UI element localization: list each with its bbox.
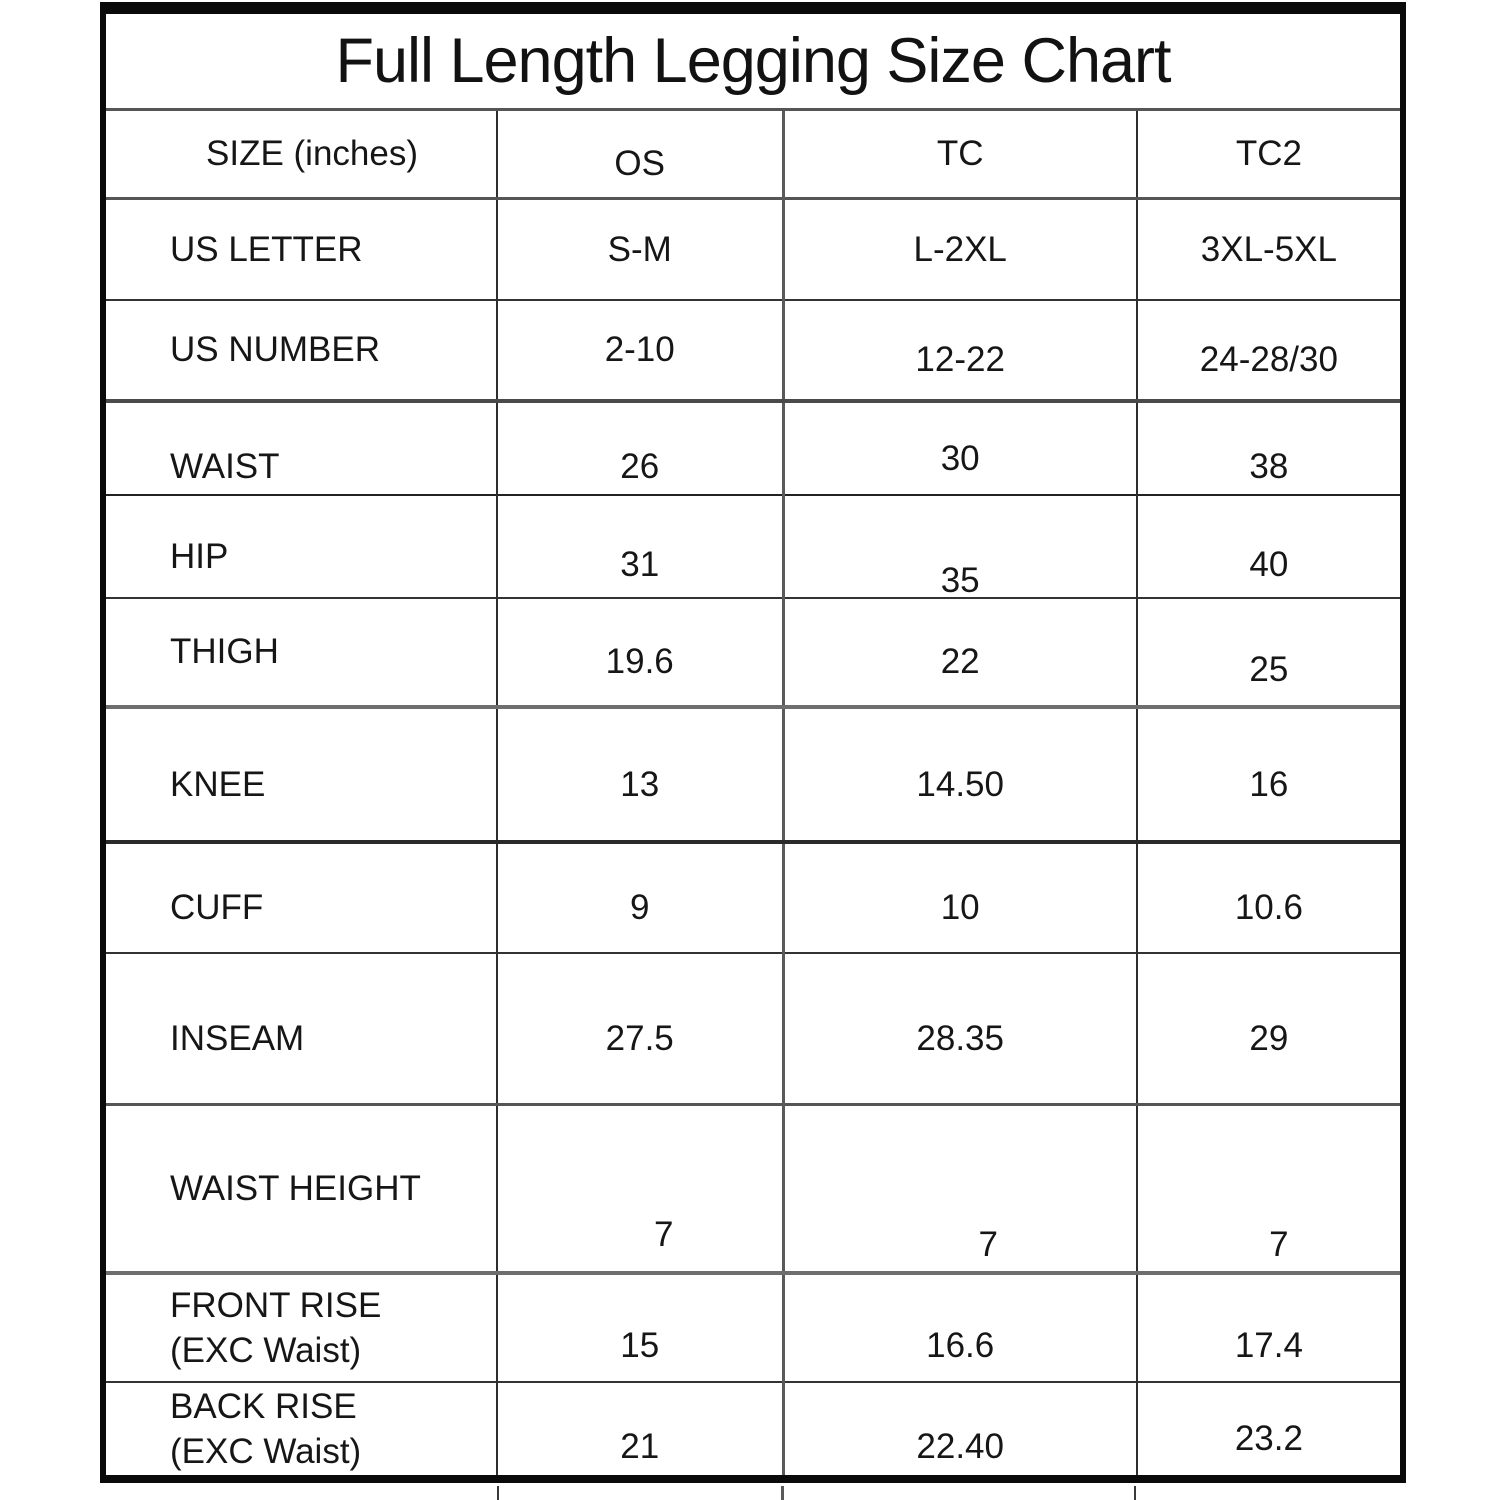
cell-us-number-os <box>497 300 783 401</box>
row-label-front-rise <box>103 1273 497 1382</box>
col-header-os-text: OS <box>614 144 665 183</box>
row-back-rise <box>103 1382 1403 1479</box>
cell-waist-height-tc-text: 7 <box>978 1224 998 1264</box>
corner-size-label-text: SIZE (inches) <box>206 134 418 173</box>
cell-thigh-tc2-text: 25 <box>1249 650 1289 689</box>
cell-inseam-tc <box>783 953 1137 1105</box>
row-label-knee <box>103 707 497 842</box>
cell-back-rise-os <box>497 1382 783 1479</box>
row-label-hip <box>103 495 497 598</box>
cell-us-number-tc <box>783 300 1137 401</box>
cell-cuff-tc-text: 10 <box>940 888 980 927</box>
size-chart-table <box>100 2 1406 1483</box>
row-label-us-number-text: US NUMBER <box>170 330 381 369</box>
cell-waist-os <box>497 401 783 495</box>
cell-inseam-tc2 <box>1137 953 1403 1105</box>
row-inseam <box>103 953 1403 1105</box>
row-hip <box>103 495 1403 598</box>
column-divider-tail-2 <box>781 1486 784 1500</box>
cell-front-rise-tc2 <box>1137 1273 1403 1382</box>
row-us-letter <box>103 199 1403 301</box>
cell-inseam-tc2-text: 29 <box>1249 1018 1289 1058</box>
cell-back-rise-tc-text: 22.40 <box>916 1427 1004 1466</box>
row-label-inseam <box>103 953 497 1105</box>
row-label-thigh-text: THIGH <box>170 632 279 671</box>
cell-hip-tc2 <box>1137 495 1403 598</box>
row-label-cuff <box>103 842 497 953</box>
row-front-rise <box>103 1273 1403 1382</box>
cell-knee-tc-text: 14.50 <box>916 764 1004 804</box>
row-label-back-rise-line2: (EXC Waist) <box>170 1432 362 1471</box>
cell-cuff-os-text: 9 <box>629 888 650 927</box>
cell-thigh-tc <box>783 598 1137 707</box>
row-label-front-rise-line1: FRONT RISE <box>170 1286 382 1325</box>
cell-inseam-os <box>497 953 783 1105</box>
cell-knee-os <box>497 707 783 842</box>
cell-waist-height-os <box>497 1105 783 1274</box>
col-header-tc <box>783 110 1137 199</box>
cell-us-number-os-text: 2-10 <box>604 330 675 369</box>
row-thigh <box>103 598 1403 707</box>
cell-cuff-os <box>497 842 783 953</box>
cell-thigh-os <box>497 598 783 707</box>
row-label-back-rise-line1: BACK RISE <box>170 1387 357 1426</box>
cell-back-rise-tc2 <box>1137 1382 1403 1479</box>
cell-thigh-os-text: 19.6 <box>605 642 674 681</box>
cell-thigh-tc-text: 22 <box>940 642 980 681</box>
cell-us-letter-tc-text: L-2XL <box>913 229 1007 269</box>
cell-cuff-tc <box>783 842 1137 953</box>
row-label-waist <box>103 401 497 495</box>
cell-back-rise-os-text: 21 <box>620 1427 660 1466</box>
column-divider-tail-3 <box>1134 1486 1136 1500</box>
cell-inseam-tc-text: 28.35 <box>916 1018 1004 1058</box>
cell-waist-height-tc2 <box>1137 1105 1403 1274</box>
row-label-waist-height-text: WAIST HEIGHT <box>170 1168 421 1208</box>
title-row <box>103 8 1403 110</box>
cell-waist-tc2 <box>1137 401 1403 495</box>
cell-waist-tc2-text: 38 <box>1249 446 1289 486</box>
row-cuff <box>103 842 1403 953</box>
row-us-number <box>103 300 1403 401</box>
cell-us-number-tc2-text: 24-28/30 <box>1199 340 1338 379</box>
cell-us-number-tc2 <box>1137 300 1403 401</box>
header-row <box>103 110 1403 199</box>
col-header-tc-text: TC <box>936 134 984 173</box>
cell-us-number-tc-text: 12-22 <box>915 340 1005 379</box>
corner-size-label <box>103 110 497 199</box>
row-waist <box>103 401 1403 495</box>
row-label-thigh <box>103 598 497 707</box>
cell-waist-tc-text: 30 <box>940 438 980 478</box>
cell-back-rise-tc <box>783 1382 1137 1479</box>
row-label-cuff-text: CUFF <box>170 888 264 927</box>
cell-front-rise-os-text: 15 <box>620 1326 660 1365</box>
cell-us-letter-tc2-text: 3XL-5XL <box>1200 229 1337 269</box>
row-label-inseam-text: INSEAM <box>170 1018 305 1058</box>
chart-title-text: Full Length Legging Size Chart <box>335 26 1171 96</box>
row-label-us-letter <box>103 199 497 301</box>
cell-hip-tc-text: 35 <box>940 560 980 598</box>
cell-cuff-tc2-text: 10.6 <box>1234 888 1303 927</box>
row-label-waist-text: WAIST <box>170 446 280 486</box>
cell-waist-height-tc2-text: 7 <box>1269 1224 1289 1264</box>
cell-waist-tc <box>783 401 1137 495</box>
cell-thigh-tc2 <box>1137 598 1403 707</box>
cell-hip-os-text: 31 <box>620 544 660 584</box>
cell-waist-height-tc <box>783 1105 1137 1274</box>
cell-front-rise-tc <box>783 1273 1137 1382</box>
col-header-os <box>497 110 783 199</box>
column-divider-tail-1 <box>497 1486 499 1500</box>
row-label-us-number <box>103 300 497 401</box>
cell-front-rise-os <box>497 1273 783 1382</box>
row-label-front-rise-line2: (EXC Waist) <box>170 1331 362 1370</box>
row-label-waist-height <box>103 1105 497 1274</box>
cell-back-rise-tc2-text: 23.2 <box>1234 1419 1303 1458</box>
col-header-tc2-text: TC2 <box>1235 134 1302 173</box>
cell-knee-tc <box>783 707 1137 842</box>
cell-us-letter-os <box>497 199 783 301</box>
cell-inseam-os-text: 27.5 <box>605 1018 674 1058</box>
row-label-hip-text: HIP <box>170 536 229 576</box>
row-label-back-rise <box>103 1382 497 1479</box>
col-header-tc2 <box>1137 110 1403 199</box>
row-label-knee-text: KNEE <box>170 764 266 804</box>
cell-knee-os-text: 13 <box>620 764 660 804</box>
cell-front-rise-tc2-text: 17.4 <box>1234 1326 1303 1365</box>
cell-us-letter-os-text: S-M <box>607 229 672 269</box>
cell-cuff-tc2 <box>1137 842 1403 953</box>
cell-hip-tc2-text: 40 <box>1249 544 1289 584</box>
chart-title <box>103 8 1403 110</box>
cell-hip-tc <box>783 495 1137 598</box>
cell-knee-tc2-text: 16 <box>1249 764 1289 804</box>
cell-waist-os-text: 26 <box>620 446 660 486</box>
cell-waist-height-os-text: 7 <box>653 1214 674 1254</box>
cell-hip-os <box>497 495 783 598</box>
cell-front-rise-tc-text: 16.6 <box>926 1326 995 1365</box>
row-waist-height <box>103 1105 1403 1274</box>
cell-knee-tc2 <box>1137 707 1403 842</box>
cell-us-letter-tc <box>783 199 1137 301</box>
row-label-us-letter-text: US LETTER <box>170 229 363 269</box>
cell-us-letter-tc2 <box>1137 199 1403 301</box>
row-knee <box>103 707 1403 842</box>
